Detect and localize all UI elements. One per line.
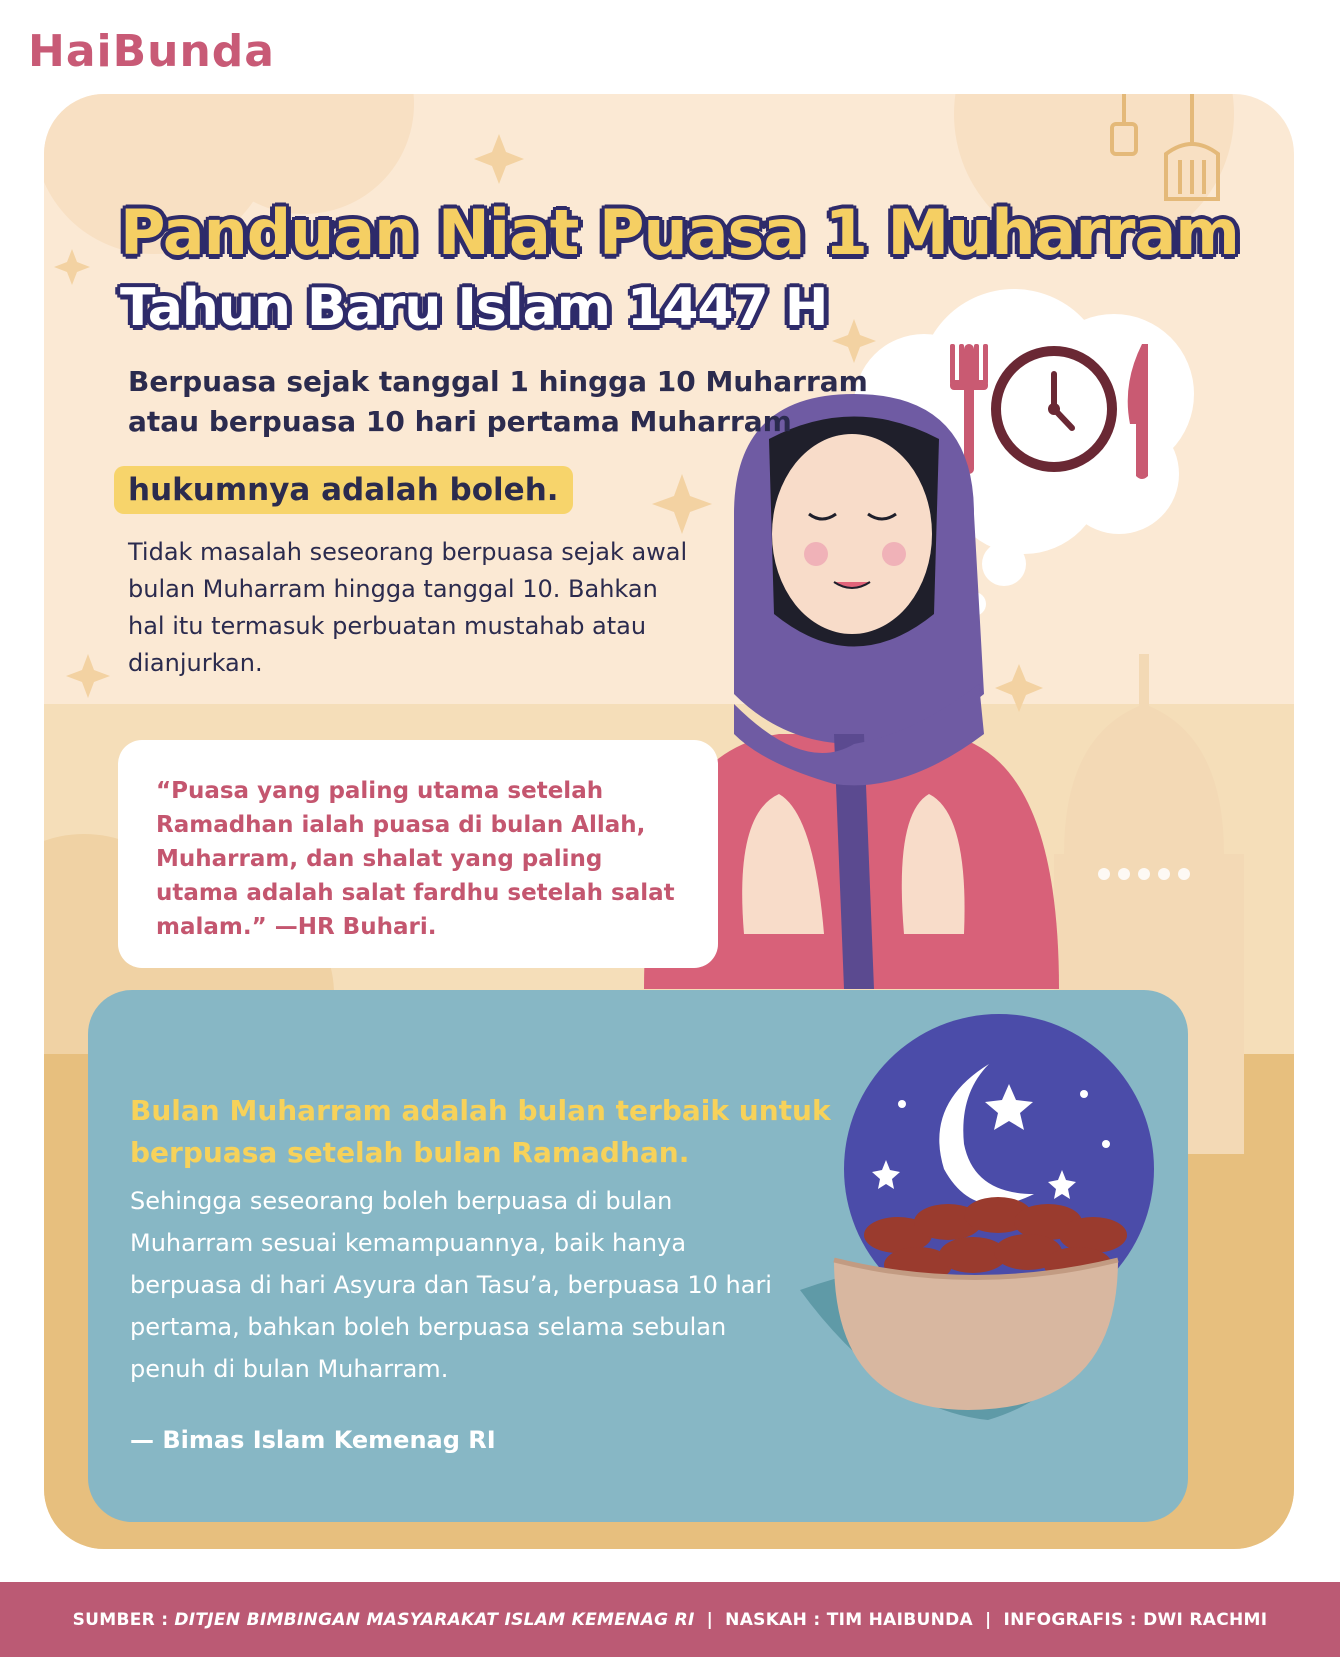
hadith-quote: “Puasa yang paling utama setelah Ramadhan ialah puasa di bulan Allah, Muharram, dan shalat yang paling utama adalah salat fardhu setelah salat malam.” —HR Buhari.: [156, 778, 675, 940]
page-title-line-2: Tahun Baru Islam 1447 H: [120, 278, 828, 338]
info-heading: Bulan Muharram adalah bulan terbaik untuk berpuasa setelah bulan Ramadhan.: [130, 1094, 831, 1169]
info-source: — Bimas Islam Kemenag RI: [130, 1426, 496, 1454]
intro-highlight: hukumnya adalah boleh.: [114, 466, 573, 514]
footer-script-credit: NASKAH : TIM HAIBUNDA: [725, 1609, 974, 1630]
brand-logo[interactable]: [28, 18, 348, 84]
footer-source-label: SUMBER :: [72, 1609, 169, 1630]
footer-separator: |: [985, 1609, 992, 1630]
logo-text: HaiBunda: [28, 26, 275, 77]
footer-graphics-credit: INFOGRAFIS : DWI RACHMI: [1003, 1609, 1268, 1630]
info-body: Sehingga seseorang boleh berpuasa di bulan Muharram sesuai kemampuannya, baik hanya berpuasa di hari Asyura dan Tasu’a, berpuasa 10 hari pertama, bahkan boleh berpuasa selama sebulan penuh di bulan Muharram.: [130, 1187, 772, 1383]
footer-separator: |: [706, 1609, 714, 1630]
page-title-line-1: Panduan Niat Puasa 1 Muharram: [120, 196, 1239, 269]
intro-body: Tidak masalah seseorang berpuasa sejak awal bulan Muharram hingga tanggal 10. Bahkan hal itu termasuk perbuatan mustahab atau dianjurkan.: [128, 538, 688, 677]
intro-lead: Berpuasa sejak tanggal 1 hingga 10 Muharram atau berpuasa 10 hari pertama Muharram: [128, 365, 868, 438]
footer-credits: [0, 1582, 1340, 1657]
clock-icon: [996, 351, 1112, 467]
footer-source-name: DITJEN BIMBINGAN MASYARAKAT ISLAM KEMENAG RI: [174, 1609, 695, 1630]
bowl-of-dates-illustration: [800, 1014, 1154, 1420]
